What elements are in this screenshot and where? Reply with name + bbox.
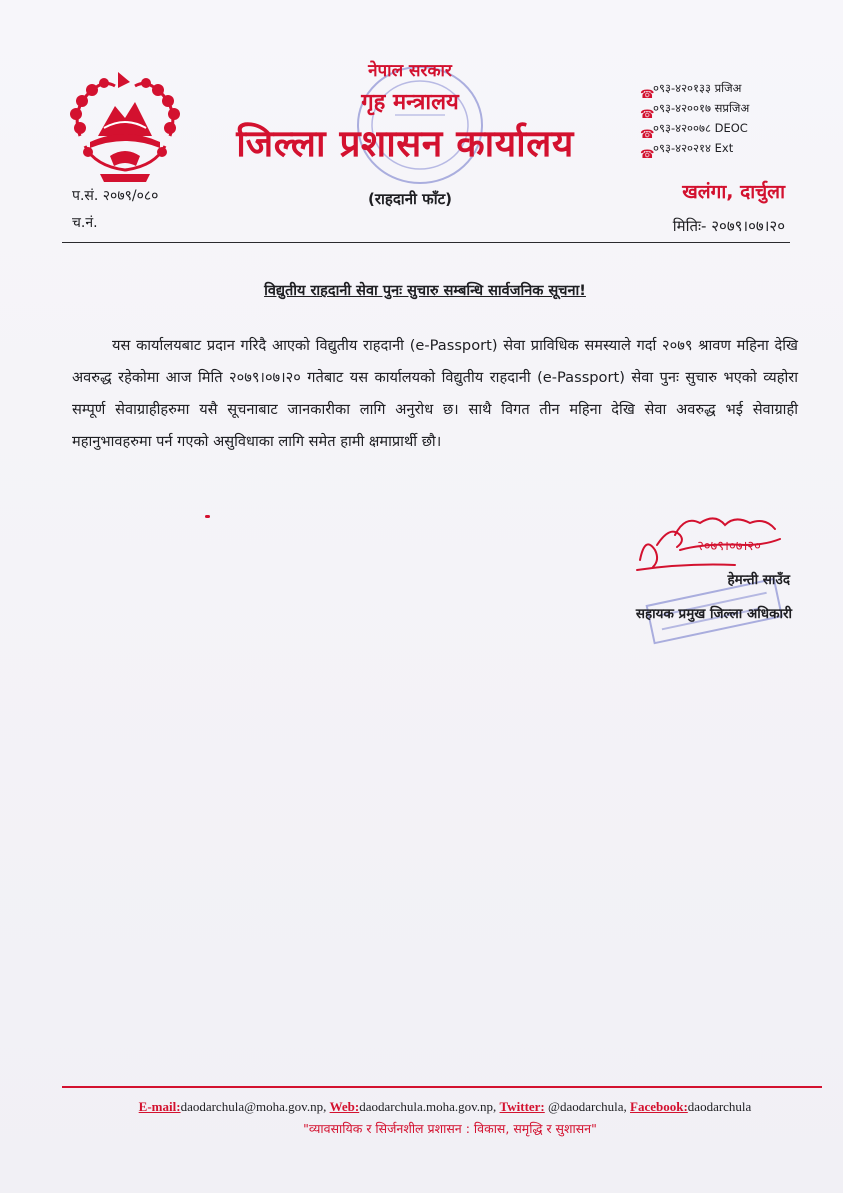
phone-icon: ☎ [640, 126, 655, 141]
phone-list [640, 78, 820, 161]
phone-number: ०९३-४२००७८ DEOC [653, 121, 748, 135]
phone-row [640, 78, 820, 101]
government-name: नेपाल सरकार [368, 61, 452, 81]
web-label: Web: [329, 1099, 360, 1114]
nepal-emblem-logo [60, 66, 190, 186]
footer-motto: "व्यावसायिक र सिर्जनशील प्रशासन : विकास, समृद्धि र सुशासन" [303, 1121, 597, 1136]
phone-icon: ☎ [640, 106, 655, 121]
footer-divider [62, 1086, 822, 1088]
ministry-name: गृह मन्त्रालय [361, 90, 459, 115]
phone-row [640, 138, 820, 161]
phone-number: ०९३-४२००१७ सप्रजिअ [653, 101, 750, 115]
handwritten-date: २०७९।०७।२० [697, 539, 761, 554]
footer-contacts [60, 1099, 830, 1115]
office-name: जिल्ला प्रशासन कार्यालय [236, 122, 574, 165]
signer-designation: सहायक प्रमुख जिल्ला अधिकारी [635, 606, 792, 622]
section-name: (राहदानी फाँट) [368, 190, 452, 208]
phone-icon: ☎ [640, 146, 655, 161]
ink-mark [205, 515, 210, 518]
office-location: खलंगा, दार्चुला [682, 181, 785, 203]
dispatch-number: च.नं. [72, 215, 98, 231]
letter-date: मितिः- २०७९।०७।२० [672, 217, 785, 235]
facebook-link[interactable]: daodarchula [687, 1099, 752, 1114]
phone-row [640, 98, 820, 121]
phone-number: ०९३-४२०२१४ Ext [653, 141, 734, 155]
twitter-label: Twitter: [499, 1099, 545, 1114]
web-link[interactable]: daodarchula.moha.gov.np, [359, 1099, 497, 1114]
email-link[interactable]: daodarchula@moha.gov.np, [180, 1099, 327, 1114]
phone-row [640, 118, 820, 141]
facebook-label: Facebook: [630, 1099, 688, 1114]
header-divider [62, 242, 790, 243]
twitter-link[interactable]: @daodarchula, [548, 1099, 627, 1114]
email-label: E-mail: [138, 1099, 181, 1114]
reference-number: प.सं. २०७९/०८० [72, 188, 159, 204]
notice-title: विद्युतीय राहदानी सेवा पुनः सुचारु सम्बन्धि सार्वजनिक सूचना! [264, 283, 586, 299]
notice-body: यस कार्यालयबाट प्रदान गरिदै आएको विद्युतीय राहदानी (e-Passport) सेवा प्राविधिक समस्याले गर्दा २०७९ श्रावण महिना देखि अवरुद्ध रहेकोमा आज मिति २०७९।०७।२० गतेबाट यस कार्यालयको विद्युतीय राहदानी (e-Passport) सेवा पुनः सुचारु भएको व्यहोरा सम्पूर्ण सेवाग्राहीहरुमा यसै सूचनाबाट जानकारीका लागि अनुरोध छ। साथै विगत तीन महिना देखि सेवा अवरुद्ध भई सेवाग्राही महानुभावहरुमा पर्न गएको असुविधाका लागि समेत हामी क्षमाप्रार्थी छौ। [72, 337, 798, 450]
phone-icon: ☎ [640, 86, 655, 101]
phone-number: ०९३-४२०१३३ प्रजिअ [653, 81, 742, 95]
signer-name: हेमन्ती साउँद [727, 572, 790, 588]
